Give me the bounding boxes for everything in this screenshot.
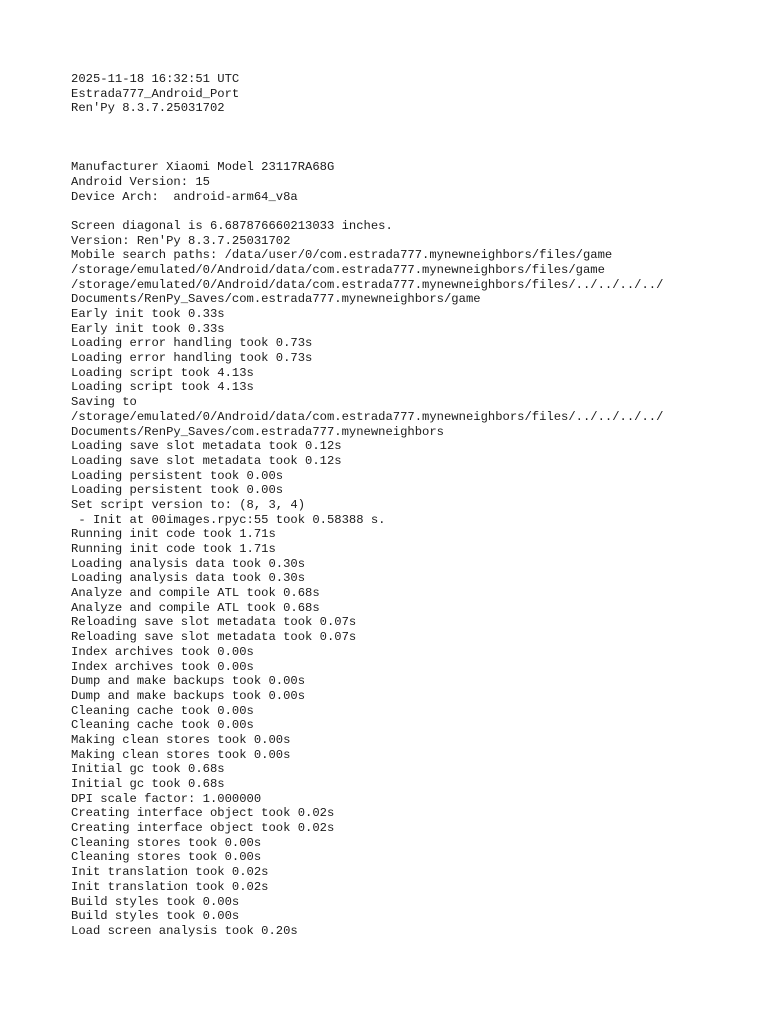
log-line: Analyze and compile ATL took 0.68s — [71, 600, 320, 615]
log-spacer — [71, 116, 751, 160]
log-line: Index archives took 0.00s — [71, 659, 254, 674]
log-line: Loading persistent took 0.00s — [71, 468, 284, 483]
log-line: Cleaning stores took 0.00s — [71, 850, 262, 865]
log-line: Build styles took 0.00s — [71, 909, 240, 924]
log-line: Reloading save slot metadata took 0.07s — [71, 630, 357, 645]
log-android-version: Android Version: 15 — [71, 174, 210, 189]
log-line: /storage/emulated/0/Android/data/com.estrada777.mynewneighbors/files/../../../../ — [71, 277, 664, 292]
log-line: Mobile search paths: /data/user/0/com.estrada777.mynewneighbors/files/game — [71, 248, 613, 263]
log-timestamp: 2025-11-18 16:32:51 UTC — [71, 72, 240, 86]
log-app-name: Estrada777_Android_Port — [71, 86, 240, 101]
log-line: Saving to — [71, 395, 137, 410]
log-line: Reloading save slot metadata took 0.07s — [71, 615, 357, 630]
log-line: Running init code took 1.71s — [71, 542, 276, 557]
log-line: Early init took 0.33s — [71, 321, 225, 336]
log-renpy-version: Ren'Py 8.3.7.25031702 — [71, 101, 225, 116]
log-line: Loading save slot metadata took 0.12s — [71, 439, 342, 454]
log-line: Set script version to: (8, 3, 4) — [71, 497, 306, 512]
log-line: Init translation took 0.02s — [71, 865, 269, 880]
log-line: Dump and make backups took 0.00s — [71, 688, 306, 703]
log-device-arch: Device Arch: android-arm64_v8a — [71, 189, 298, 204]
log-line: Version: Ren'Py 8.3.7.25031702 — [71, 233, 291, 248]
log-line: Creating interface object took 0.02s — [71, 806, 335, 821]
log-body-block — [71, 219, 751, 939]
log-line: DPI scale factor: 1.000000 — [71, 791, 262, 806]
log-line: Documents/RenPy_Saves/com.estrada777.mynewneighbors — [71, 424, 444, 439]
log-line: Cleaning cache took 0.00s — [71, 703, 254, 718]
log-line: Loading analysis data took 0.30s — [71, 556, 306, 571]
log-line: Index archives took 0.00s — [71, 644, 254, 659]
log-spacer — [71, 204, 751, 219]
log-line: Loading error handling took 0.73s — [71, 336, 313, 351]
log-line: Loading error handling took 0.73s — [71, 351, 313, 366]
log-line: Screen diagonal is 6.687876660213033 inches. — [71, 218, 393, 233]
log-line: Early init took 0.33s — [71, 307, 225, 322]
log-line: Analyze and compile ATL took 0.68s — [71, 586, 320, 601]
log-line: Creating interface object took 0.02s — [71, 821, 335, 836]
log-line: Documents/RenPy_Saves/com.estrada777.mynewneighbors/game — [71, 292, 481, 307]
log-line: Running init code took 1.71s — [71, 527, 276, 542]
log-line: Init translation took 0.02s — [71, 879, 269, 894]
log-line: Making clean stores took 0.00s — [71, 732, 291, 747]
log-line: Cleaning stores took 0.00s — [71, 835, 262, 850]
log-line: Loading analysis data took 0.30s — [71, 571, 306, 586]
log-line: - Init at 00images.rpyc:55 took 0.58388 s. — [71, 512, 386, 527]
log-line: Making clean stores took 0.00s — [71, 747, 291, 762]
log-device-block — [71, 160, 751, 204]
log-line: Load screen analysis took 0.20s — [71, 923, 298, 938]
log-header-block — [71, 72, 751, 116]
log-line: /storage/emulated/0/Android/data/com.estrada777.mynewneighbors/files/game — [71, 262, 605, 277]
log-line: Cleaning cache took 0.00s — [71, 718, 254, 733]
log-line: /storage/emulated/0/Android/data/com.estrada777.mynewneighbors/files/../../../../ — [71, 409, 664, 424]
log-device-model: Manufacturer Xiaomi Model 23117RA68G — [71, 160, 335, 175]
log-line: Loading save slot metadata took 0.12s — [71, 453, 342, 468]
log-line: Initial gc took 0.68s — [71, 762, 225, 777]
log-document — [71, 72, 751, 939]
log-line: Dump and make backups took 0.00s — [71, 674, 306, 689]
log-line: Loading persistent took 0.00s — [71, 483, 284, 498]
log-line: Loading script took 4.13s — [71, 365, 254, 380]
log-line: Initial gc took 0.68s — [71, 777, 225, 792]
log-line: Build styles took 0.00s — [71, 894, 240, 909]
log-line: Loading script took 4.13s — [71, 380, 254, 395]
